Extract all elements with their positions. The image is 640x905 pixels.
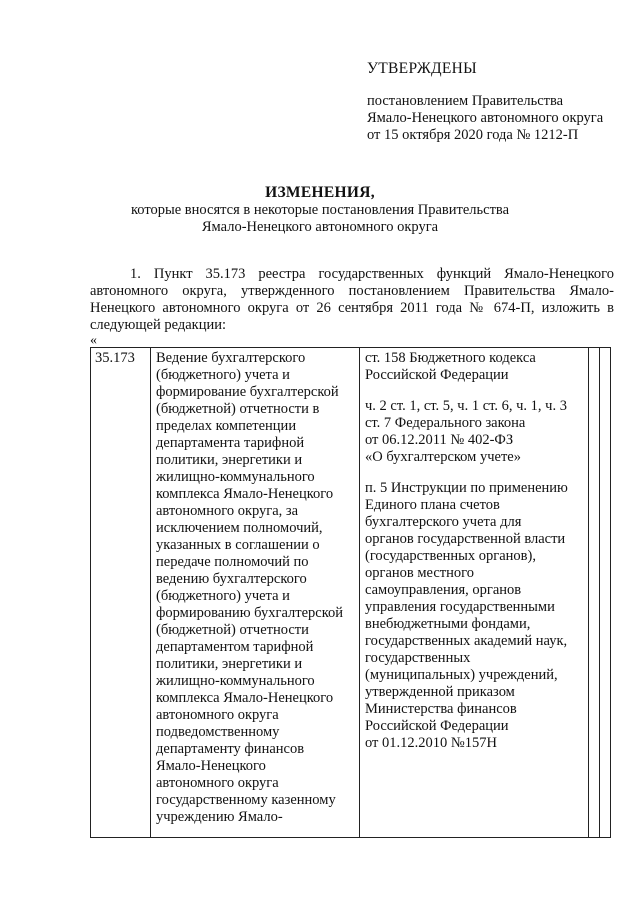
title-subtitle: Ямало-Ненецкого автономного округа [201,219,439,235]
basis-line: государственных академий наук, [365,633,568,649]
basis-line: Министерства финансов [365,701,517,717]
description-line: формированию бухгалтерской [156,605,344,621]
description-line: ведению бухгалтерского [156,571,307,587]
description-line: автономного округа [156,775,279,791]
description-line: (бюджетной) отчетности в [156,401,320,417]
basis-line: п. 5 Инструкции по применению [365,480,568,496]
amendment-paragraph [90,266,614,334]
description-line: (бюджетного) учета и [156,588,290,604]
approval-line: постановлением Правительства [367,93,564,109]
description-line: учреждению Ямало- [156,809,283,825]
description-line: (бюджетной) отчетности [156,622,309,638]
basis-spacer [365,384,585,398]
description-line: департаментом тарифной [156,639,314,655]
basis-line: ст. 158 Бюджетного кодекса [365,350,536,366]
basis-line: бухгалтерского учета для [365,514,522,530]
empty-cell [600,348,611,838]
approval-block [367,60,632,144]
basis-line: (государственных органов), [365,548,536,564]
basis-line: ст. 7 Федерального закона [365,415,526,431]
description-line: (бюджетного) учета и [156,367,290,383]
description-line: автономного округа [156,707,279,723]
description-line: исключением полномочий, [156,520,323,536]
description-line: комплекса Ямало-Ненецкого [156,486,334,502]
basis-line: органов государственной власти [365,531,566,547]
description-line: указанных в соглашении о [156,537,320,553]
basis-line: внебюджетными фондами, [365,616,531,632]
basis-line: утвержденной приказом [365,684,515,700]
basis-line: Единого плана счетов [365,497,500,513]
basis-line: управления государственными [365,599,555,615]
basis-line: ч. 2 ст. 1, ст. 5, ч. 1 ст. 6, ч. 1, ч. 3 [365,398,567,414]
description-line: пределах компетенции [156,418,297,434]
function-description-cell [151,348,360,838]
description-line: политики, энергетики и [156,656,303,672]
basis-line: от 06.12.2011 № 402-ФЗ [365,432,514,448]
description-line: департаменту финансов [156,741,305,757]
approval-line: Ямало-Ненецкого автономного округа [367,110,604,126]
description-line: политики, энергетики и [156,452,303,468]
basis-line: органов местного [365,565,474,581]
basis-line: «О бухгалтерском учете» [365,449,521,465]
basis-line: Российской Федерации [365,367,509,383]
description-line: подведомственному [156,724,280,740]
description-line: жилищно-коммунального [156,673,315,689]
opening-quote: « [90,333,97,348]
approval-heading: УТВЕРЖДЕНЫ [367,60,477,77]
table-row [91,348,611,838]
description-line: Ямало-Ненецкого [156,758,266,774]
description-line: комплекса Ямало-Ненецкого [156,690,334,706]
description-line: государственному казенному [156,792,336,808]
approval-line: от 15 октября 2020 года № 1212-П [367,127,579,143]
registry-table [90,347,611,838]
basis-line: от 01.12.2010 №157Н [365,735,497,751]
basis-line: (муниципальных) учреждений, [365,667,558,683]
description-line: Ведение бухгалтерского [156,350,306,366]
document-title [60,184,580,236]
title-main: ИЗМЕНЕНИЯ, [265,184,375,201]
basis-spacer [365,466,585,480]
row-number: 35.173 [95,350,135,366]
description-line: автономного округа, за [156,503,299,519]
legal-basis-cell [360,348,589,838]
basis-line: Российской Федерации [365,718,509,734]
empty-cell [589,348,600,838]
title-subtitle: которые вносятся в некоторые постановления Правительства [130,202,510,218]
description-line: департамента тарифной [156,435,305,451]
paragraph-text: 1. Пункт 35.173 реестра государственных функций Ямало-Ненецкого автономного округа, утвержденного постановлением Правительства Ямало-Ненецкого автономного округа от 26 сентября 2011 года № 674-П, изложить в следующей редакции: [90,266,614,333]
row-number-cell [91,348,151,838]
description-line: жилищно-коммунального [156,469,315,485]
description-line: передаче полномочий по [156,554,309,570]
basis-line: государственных [365,650,471,666]
basis-line: самоуправления, органов [365,582,522,598]
description-line: формирование бухгалтерской [156,384,339,400]
